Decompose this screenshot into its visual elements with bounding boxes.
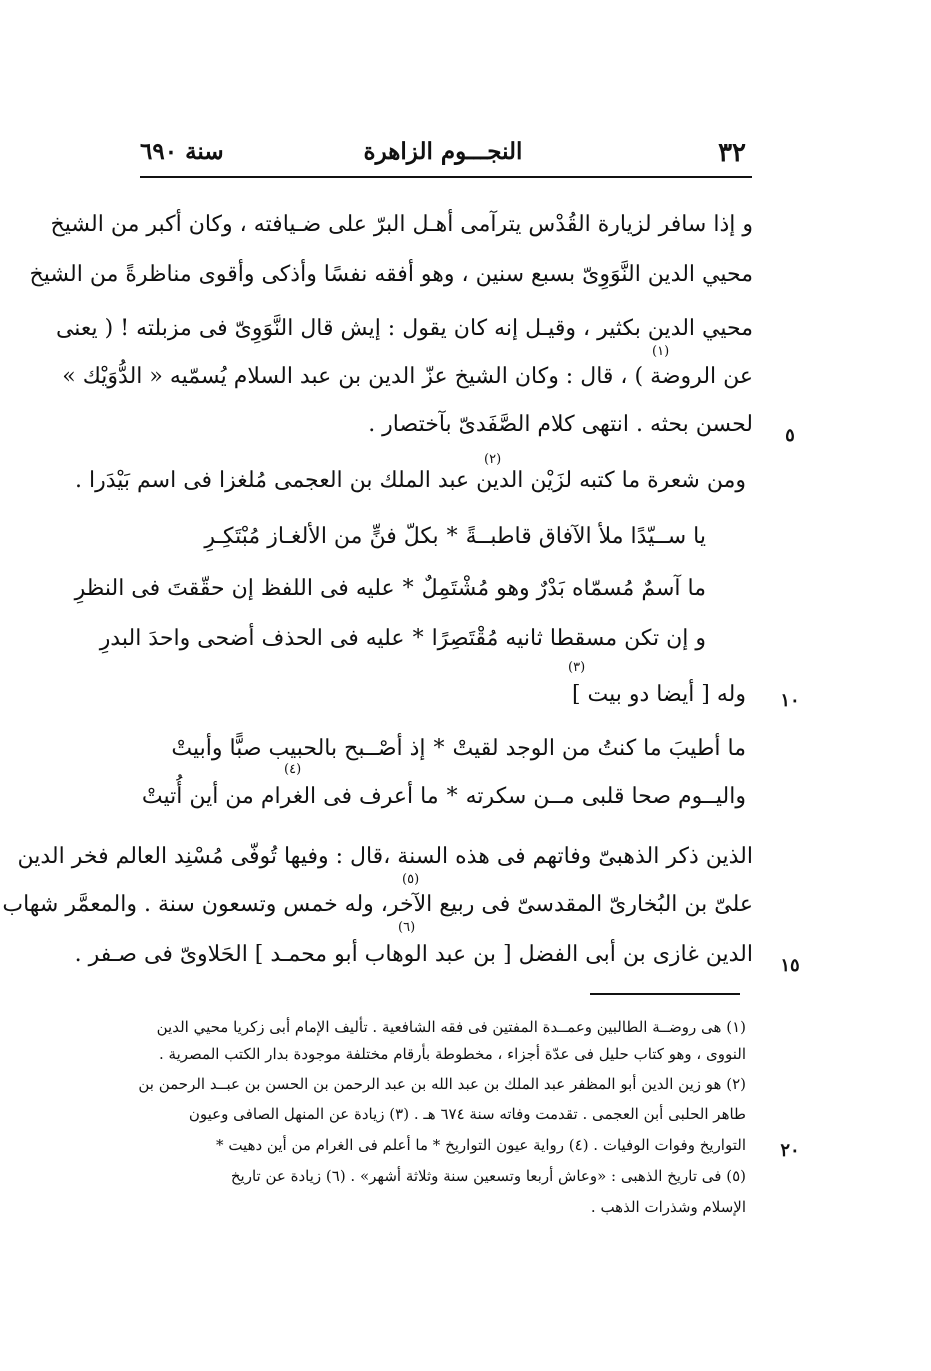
verse-line: واليــوم صحا قلبى مــن سكرته*ما أعرف فى الغرام من أين أُتيتْ — [141, 784, 746, 809]
verse-first-hemistich: يا ســيّدًا ملأ الآفاق قاطبــةً — [465, 524, 706, 549]
footnote-marker: (١) — [652, 344, 670, 359]
verse-first-hemistich: واليــوم صحا قلبى مــن سكرته — [465, 784, 746, 809]
footnote-line: (٢) هو زين الدين أبو المظفر عبد الملك بن عبد الله بن عبد الرحمن بن الحسن بن عبــد الرحمن بن — [138, 1075, 746, 1093]
footnote-line: (٥) فى تاريخ الذهبى : «وعاش أربعا وتسعين سنة وثلاثة أشهر» . (٦) زيادة عن تاريخ — [230, 1167, 746, 1185]
page-number: ٣٢ — [718, 138, 746, 168]
footnote-marker: (٥) — [402, 872, 420, 887]
margin-line-number: ٢٠ — [780, 1140, 800, 1161]
verse-second-hemistich: إذ أصْــبح بالحبيب صبًّا وأبيتْ — [171, 736, 426, 761]
body-line: عن الروضة ) ، قال : وكان الشيخ عزّ الدين بن عبد السلام يُسمّيه « الدُّوَيْك » — [62, 364, 753, 389]
verse-first-hemistich: ما أطيبَ ما كنتُ من الوجد لقيتْ — [452, 736, 746, 761]
verse-second-hemistich: عليه فى اللفظ إن حقّقتَ فى النظرِ — [74, 576, 395, 601]
verse-line: و إن تكن مسقطا ثانيه مُقْتَصِرًا*عليه فى الحذف أضحى واحدَ البدرِ — [99, 626, 706, 651]
margin-line-number: ٥ — [785, 425, 795, 446]
footnote-marker: (٦) — [398, 920, 416, 935]
footnote-marker: (٤) — [284, 762, 302, 777]
margin-line-number: ١٥ — [780, 955, 800, 976]
poem-intro: ومن شعرة ما كتبه لزَيْن الدين عبد الملك بن العجمى مُلغزا فى اسم بَيْدَرا . — [75, 468, 746, 493]
verse-second-hemistich: ما أعرف فى الغرام من أين أُتيتْ — [141, 784, 439, 809]
verse-second-hemistich: بكلّ فنٍّ من الألغـاز مُبْتَكِـرِ — [204, 524, 439, 549]
body-line: لحسن بحثه . انتهى كلام الصَّفَدىّ بآختصار . — [368, 412, 753, 437]
footnote-line: النووى ، وهو كتاب حليل فى عدّة أجزاء ، مخطوطة بأرقام مختلفة موجودة بدار الكتب المصرية . — [158, 1045, 746, 1063]
footnote-marker: (٣) — [568, 660, 586, 675]
body-line: و إذا سافر لزيارة القُدْس يترآمى أهـل البرّ على ضـيافته ، وكان أكبر من الشيخ — [50, 212, 753, 237]
footnote-marker: (٢) — [484, 452, 502, 467]
footnote-rule — [590, 993, 740, 995]
footnote-line: طاهر الحلبى أبن العجمى . تقدمت وفاته سنة ٦٧٤ هـ . (٣) زيادة عن المنهل الصافى وعيون — [188, 1105, 746, 1123]
header-year: سنة ٦٩٠ — [140, 138, 224, 165]
footnote-line: الإسلام وشذرات الذهب . — [590, 1198, 746, 1216]
footnote-line: (١) هى روضــة الطالبين وعمــدة المفتين فى فقه الشافعية . تأليف الإمام أبى زكريا محيي الدين — [156, 1018, 746, 1036]
body-line: محيي الدين النَّوَوِىّ بسبع سنين ، وهو أفقه نفسًا وأذكى وأقوى مناظرةً من الشيخ — [29, 262, 753, 287]
verse-first-hemistich: ما آسمٌ مُسمّاه بَدْرٌ وهو مُشْتَمِلٌ — [421, 576, 706, 601]
body-line: الدين غازى بن أبى الفضل [ بن عبد الوهاب أبو محمـد ] الحَلاوىّ فى صـفر . — [74, 942, 753, 967]
margin-line-number: ١٠ — [780, 690, 800, 711]
body-line: الذين ذكر الذهبىّ وفاتهم فى هذه السنة ،قال : وفيها تُوفّى مُسْنِد العالم فخر الدين — [17, 844, 753, 869]
running-title: النجـــوم الزاهرة — [363, 138, 523, 165]
verse-line: يا ســيّدًا ملأ الآفاق قاطبــةً*بكلّ فنٍّ من الألغـاز مُبْتَكِـرِ — [204, 524, 706, 549]
header-rule — [140, 176, 752, 178]
body-line: علىّ بن البُخارىّ المقدسىّ فى ربيع الآخر، وله خمس وتسعون سنة . والمعمَّر شهاب — [2, 892, 753, 917]
verse-second-hemistich: عليه فى الحذف أضحى واحدَ البدرِ — [99, 626, 405, 651]
verse-line: ما آسمٌ مُسمّاه بَدْرٌ وهو مُشْتَمِلٌ*عليه فى اللفظ إن حقّقتَ فى النظرِ — [74, 576, 706, 601]
body-line: محيي الدين بكثير ، وقيـل إنه كان يقول : إيش قال النَّوَوِىّ فى مزبلته ! ( يعنى — [55, 316, 753, 341]
verse-first-hemistich: و إن تكن مسقطا ثانيه مُقْتَصِرًا — [431, 626, 706, 651]
footnote-line: التواريخ وفوات الوفيات . (٤) رواية عيون التواريخ * ما أعلم فى الغرام من أين دهيت * — [216, 1136, 746, 1154]
dubait-intro: وله [ أيضا دو بيت ] — [571, 682, 746, 707]
page-header — [140, 138, 746, 178]
verse-line: ما أطيبَ ما كنتُ من الوجد لقيتْ*إذ أصْــبح بالحبيب صبًّا وأبيتْ — [171, 736, 746, 761]
